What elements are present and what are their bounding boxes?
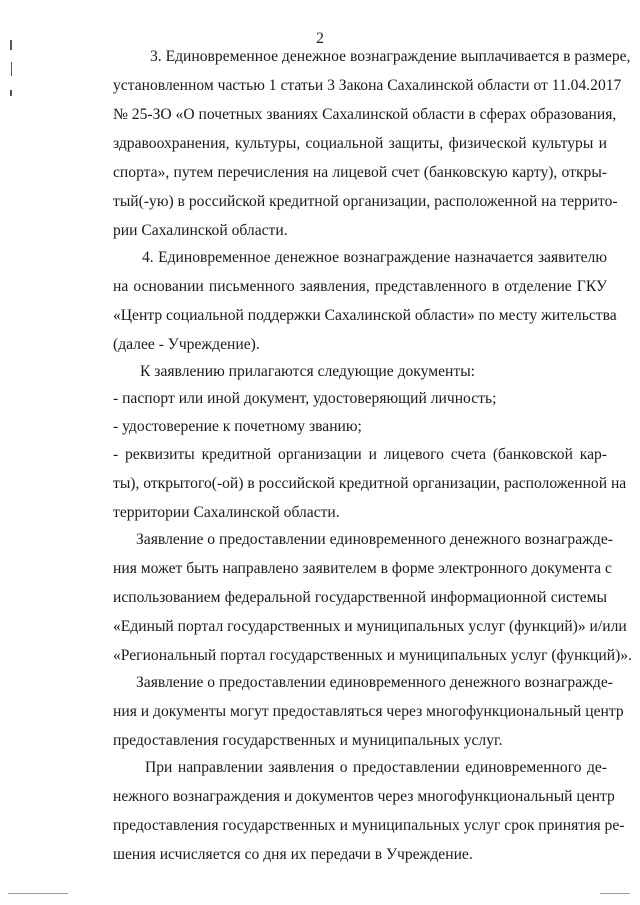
document-item-passport: - паспорт или иной документ, удостоверяющий личность; [113,390,497,407]
mfc-paragraph-line-3: предоставления государственных и муниципальных услуг. [113,732,503,749]
paragraph-4-line-3: «Центр социальной поддержки Сахалинской области» по месту жительства [113,307,617,324]
paragraph-3-line-3: № 25-ЗО «О почетных званиях Сахалинской области в сферах образования, [113,106,617,123]
page-number: 2 [316,30,324,47]
paragraph-3-line-7: рии Сахалинской области. [113,222,288,239]
mfc-paragraph-line-1: Заявление о предоставлении единовременного денежного вознагражде- [136,674,613,691]
electronic-paragraph-line-3: использованием федеральной государственной информационной системы [113,589,607,606]
decision-paragraph-line-4: шения исчисляется со дня их передачи в Учреждение. [113,846,473,863]
paragraph-4-line-1: 4. Единовременное денежное вознаграждение назначается заявителю [142,249,607,266]
mfc-paragraph-line-2: ния и документы могут предоставляться через многофункциональный центр [113,703,624,720]
document-item-requisites-line-3: территории Сахалинской области. [113,504,340,521]
scan-mark-left-2 [11,62,12,76]
paragraph-3-line-4: здравоохранения, культуры, социальной защиты, физической культуры и [113,135,607,152]
paragraph-4-line-4: (далее - Учреждение). [113,336,260,353]
electronic-paragraph-line-1: Заявление о предоставлении единовременного денежного вознагражде- [136,531,613,548]
paragraph-3-line-1: 3. Единовременное денежное вознаграждение выплачивается в размере, [150,48,631,65]
electronic-paragraph-line-4: «Единый портал государственных и муниципальных услуг (функций)» и/или [113,618,627,635]
paragraph-3-line-5: спорта», путем перечисления на лицевой счет (банковскую карту), откры- [113,164,607,181]
decision-paragraph-line-1: При направлении заявления о предоставлении единовременного де- [145,759,607,776]
scan-mark-left-3 [10,90,12,96]
scan-mark-left-1 [10,40,12,50]
document-item-certificate: - удостоверение к почетному званию; [113,418,362,435]
documents-intro: К заявлению прилагаются следующие документы: [140,363,476,380]
electronic-paragraph-line-5: «Региональный портал государственных и муниципальных услуг (функций)». [113,647,632,664]
paragraph-3-line-2: установленном частью 1 статьи 3 Закона Сахалинской области от 11.04.2017 [113,77,622,94]
document-item-requisites-line-1: - реквизиты кредитной организации и лицевого счета (банковской кар- [113,446,607,463]
decision-paragraph-line-3: предоставления государственных и муниципальных услуг срок принятия ре- [113,817,625,834]
paragraph-4-line-2: на основании письменного заявления, представленного в отделение ГКУ [113,278,607,295]
electronic-paragraph-line-2: ния может быть направлено заявителем в форме электронного документа с [113,560,612,577]
decision-paragraph-line-2: нежного вознаграждения и документов через многофункциональный центр [113,788,615,805]
document-item-requisites-line-2: ты), открытого(-ой) в российской кредитной организации, расположенной на [113,475,627,492]
paragraph-3-line-6: тый(-ую) в российской кредитной организации, расположенной на террито- [113,193,618,210]
scan-mark-bottom-2 [600,893,630,894]
scan-mark-bottom-1 [8,893,68,894]
